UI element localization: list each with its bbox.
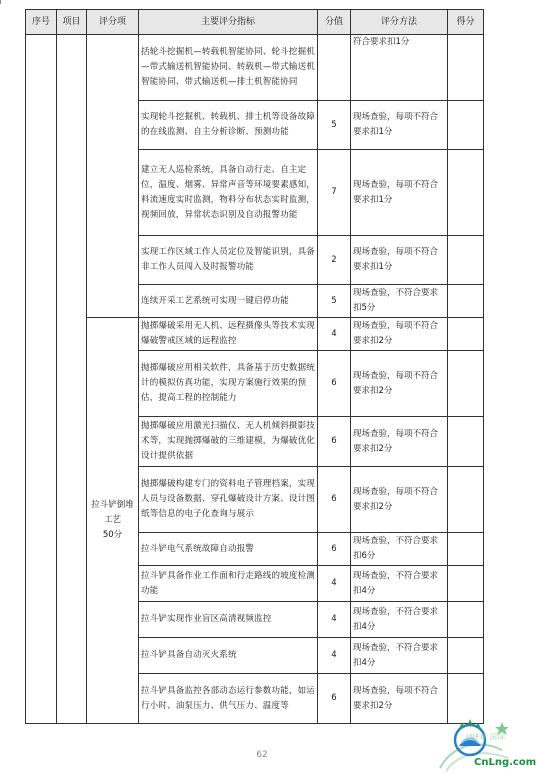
header-criteria: 主要评分指标 <box>139 10 318 35</box>
criteria-cell: 连续开采工艺系统可实现一键启停功能 <box>139 285 318 318</box>
score-cell <box>448 318 484 351</box>
value-cell: 6 <box>318 533 351 566</box>
table-header-row <box>26 10 484 35</box>
score-cell <box>448 101 484 150</box>
item-group-name: 拉斗铲倒堆工艺 <box>91 500 134 525</box>
value-cell: 5 <box>318 285 351 318</box>
scoring-table <box>25 9 484 724</box>
method-cell: 现场查验，每项不符合要求扣2分 <box>351 318 448 351</box>
method-cell: 现场查验，不符合要求扣4分 <box>351 566 448 602</box>
method-cell: 现场查验，不符合要求扣4分 <box>351 638 448 674</box>
score-cell <box>448 150 484 236</box>
criteria-cell: 拉斗铲实现作业盲区高清视频监控 <box>139 602 318 638</box>
watermark-logo-text: CnLng.com <box>474 757 536 768</box>
score-cell <box>448 566 484 602</box>
method-cell: 现场查验，每项不符合要求扣2分 <box>351 417 448 467</box>
value-cell: 2 <box>318 236 351 285</box>
value-cell: 6 <box>318 467 351 533</box>
value-cell: 4 <box>318 638 351 674</box>
method-cell: 符合要求扣1分 <box>351 35 448 101</box>
header-method: 评分方法 <box>351 10 448 35</box>
method-cell: 现场查验，不符合要求扣5分 <box>351 285 448 318</box>
header-value: 分值 <box>318 10 351 35</box>
method-cell: 现场查验，不符合要求扣4分 <box>351 602 448 638</box>
watermark-sub-text: INFO 国际 <box>466 733 507 741</box>
value-cell: 6 <box>318 674 351 724</box>
table-row <box>26 35 484 101</box>
score-cell <box>448 602 484 638</box>
score-cell <box>448 285 484 318</box>
value-cell: 5 <box>318 101 351 150</box>
score-cell <box>448 638 484 674</box>
criteria-cell: 拉斗铲电气系统故障自动报警 <box>139 533 318 566</box>
value-cell: 4 <box>318 566 351 602</box>
header-item: 评分项 <box>87 10 139 35</box>
criteria-cell: 括轮斗挖掘机—转载机智能协同、轮斗挖掘机—带式输送机智能协同、转载机—带式输送机智能协同、带式输送机—排土机智能协同 <box>139 35 318 101</box>
item-group-score: 50分 <box>102 530 123 540</box>
value-cell: 6 <box>318 351 351 417</box>
project-cell <box>57 35 87 724</box>
method-cell: 现场查验，每项不符合要求扣2分 <box>351 467 448 533</box>
method-cell: 现场查验，每项不符合要求扣1分 <box>351 236 448 285</box>
criteria-cell: 实现工作区域工作人员定位及智能识别，具备非工作人员闯入及时报警功能 <box>139 236 318 285</box>
criteria-cell: 抛掷爆破采用无人机、远程摄像头等技术实现爆破警戒区域的远程监控 <box>139 318 318 351</box>
value-cell <box>318 35 351 101</box>
item-cell <box>87 35 139 318</box>
method-cell: 现场查验，每项不符合要求扣1分 <box>351 150 448 236</box>
header-score: 得分 <box>448 10 484 35</box>
criteria-cell: 拉斗铲具备作业工作面和行走路线的坡度检测功能 <box>139 566 318 602</box>
crop-mark <box>0 0 21 4</box>
score-cell <box>448 417 484 467</box>
criteria-cell: 抛掷爆破应用激光扫描仪、无人机倾斜摄影技术等，实现抛掷爆破的三维建模，为爆破优化设计提供依据 <box>139 417 318 467</box>
method-cell: 现场查验，每项不符合要求扣1分 <box>351 101 448 150</box>
method-cell: 现场查验，每项不符合要求扣2分 <box>351 351 448 417</box>
criteria-cell: 抛掷爆破应用相关软件，具备基于历史数据统计的模拟仿真功能，实现方案施行效果的预估，提高工程的控制能力 <box>139 351 318 417</box>
method-cell: 现场查验，不符合要求扣6分 <box>351 533 448 566</box>
criteria-cell: 拉斗铲具备自动灭火系统 <box>139 638 318 674</box>
header-project: 项目 <box>57 10 87 35</box>
value-cell: 4 <box>318 318 351 351</box>
page-number: 62 <box>256 750 268 760</box>
criteria-cell: 抛掷爆破构建专门的资料电子管理档案，实现人员与设备数据、穿孔爆破设计方案、设计图纸等信息的电子化查询与展示 <box>139 467 318 533</box>
value-cell: 7 <box>318 150 351 236</box>
criteria-cell: 拉斗铲具备监控各部动态运行参数功能，如运行小时、油泵压力、供气压力、温度等 <box>139 674 318 724</box>
table-row <box>26 318 484 351</box>
item-group-cell <box>87 318 139 724</box>
header-index: 序号 <box>26 10 57 35</box>
value-cell: 4 <box>318 602 351 638</box>
score-cell <box>448 351 484 417</box>
score-cell <box>448 35 484 101</box>
score-cell <box>448 533 484 566</box>
method-cell: 现场查验，每项不符合要求扣2分 <box>351 674 448 724</box>
index-cell <box>26 35 57 724</box>
criteria-cell: 建立无人巡检系统，具备自动行走、自主定位，温度、烟雾、异常声音等环境要素感知，料流速度实时监测，物料分布状态实时监测，视频回放，异常状态识别及自动报警功能 <box>139 150 318 236</box>
value-cell: 6 <box>318 417 351 467</box>
score-cell <box>448 236 484 285</box>
score-cell <box>448 467 484 533</box>
criteria-cell: 实现轮斗挖掘机、转载机、排土机等设备故障的在线监测、自主分析诊断、预测功能 <box>139 101 318 150</box>
